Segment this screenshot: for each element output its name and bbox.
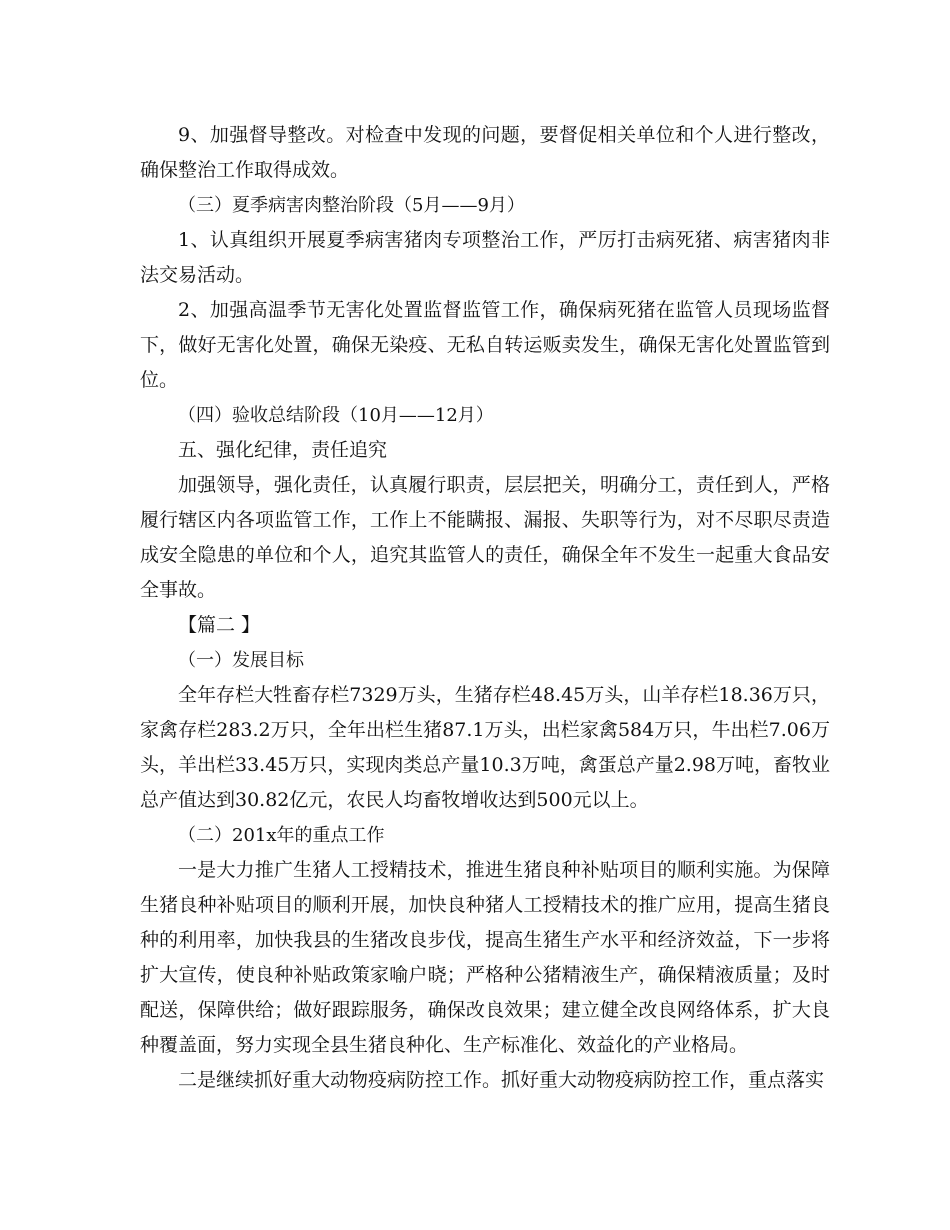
section-heading-goals: （一）发展目标 [178,650,304,671]
paragraph-goals: 全年存栏大牲畜存栏7329万头，生猪存栏48.45万头，山羊存栏18.36万只，家禽存栏283.2万只，全年出栏生猪87.1万头，出栏家禽584万只，牛出栏7.06万头，羊出栏33.45万只，实现肉类总产量10.3万吨，禽蛋总产量2.98万吨，畜牧业总产值达到30.82亿元，农民人均畜牧增收达到500元以上。 [140,684,831,811]
paragraph-key-work-1: 一是大力推广生猪人工授精技术，推进生猪良种补贴项目的顺利实施。为保障生猪良种补贴项目的顺利开展，加快良种猪人工授精技术的推广应用，提高生猪良种的利用率，加快我县的生猪改良步伐，提高生猪生产水平和经济效益，下一步将扩大宣传，使良种补贴政策家喻户晓；严格种公猪精液生产，确保精液质量；及时配送，保障供给；做好跟踪服务，确保改良效果；建立健全改良网络体系，扩大良种覆盖面，努力实现全县生猪良种化、生产标准化、效益化的产业格局。 [140,859,830,1056]
paragraph-key-work-2: 二是继续抓好重大动物疫病防控工作。抓好重大动物疫病防控工作，重点落实 [178,1069,825,1091]
section-title-discipline: 五、强化纪律，责任追究 [178,439,388,461]
document-page [140,118,830,1098]
paragraph-item-9: 9、加强督导整改。对检查中发现的问题，要督促相关单位和个人进行整改，确保整治工作取得成效。 [140,124,830,181]
paragraph-discipline: 加强领导，强化责任，认真履行职责，层层把关，明确分工，责任到人，严格履行辖区内各项监管工作，工作上不能瞒报、漏报、失职等行为，对不尽职尽责造成安全隐患的单位和个人，追究其监管人的责任，确保全年不发生一起重大食品安全事故。 [140,474,830,601]
chapter-title-part-two: 【篇二 】 [178,614,261,636]
section-heading-summer: （三）夏季病害肉整治阶段（5月——9月） [178,195,525,216]
section-heading-acceptance: （四）验收总结阶段（10月——12月） [178,405,494,426]
paragraph-item-2: 2、加强高温季节无害化处置监督监管工作，确保病死猪在监管人员现场监督下，做好无害化处置，确保无染疫、无私自转运贩卖发生，确保无害化处置监管到位。 [140,299,830,391]
section-heading-key-work: （二）201x年的重点工作 [178,825,385,846]
paragraph-item-1: 1、认真组织开展夏季病害猪肉专项整治工作，严厉打击病死猪、病害猪肉非法交易活动。 [140,229,830,286]
